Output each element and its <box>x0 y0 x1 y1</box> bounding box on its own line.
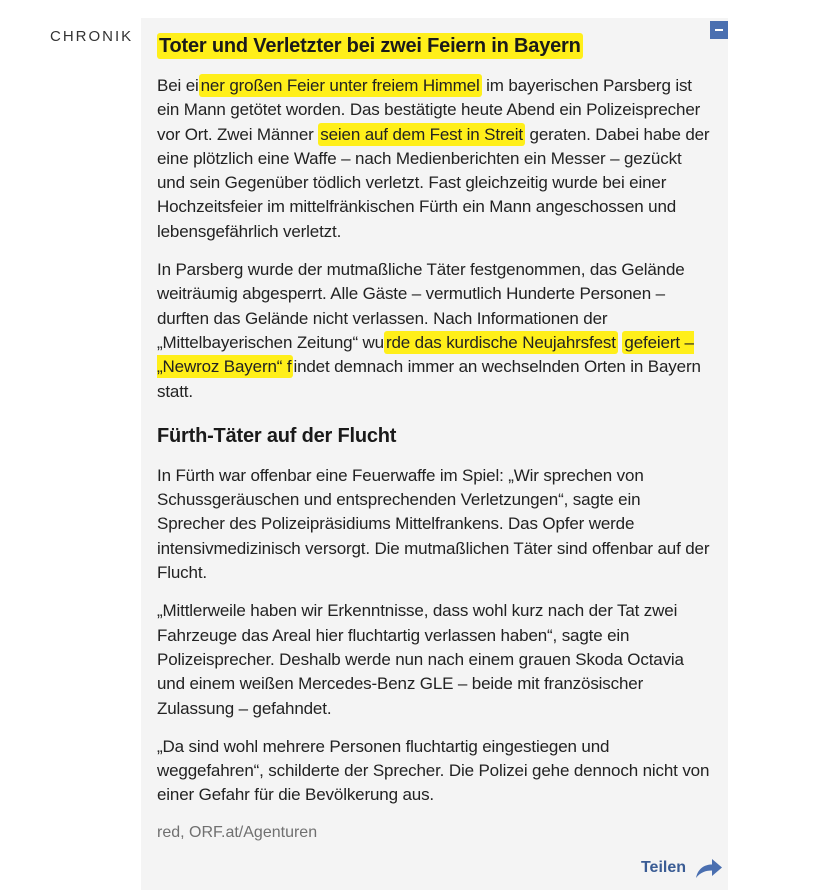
paragraph-1 <box>157 74 712 244</box>
share-label: Teilen <box>640 859 686 876</box>
p1-text-a: Bei ei <box>157 76 199 95</box>
share-arrow-icon <box>694 856 724 880</box>
p2-text-c: indet demnach immer an wechselnden Orten in Bayern statt. <box>157 357 701 401</box>
p1-highlight-2: seien auf dem Fest in Streit <box>320 124 523 144</box>
paragraph-5: „Da sind wohl mehrere Personen fluchtartig eingestiegen und weggefahren“, schilderte der Sprecher. Die Polizei gehe dennoch nicht von einer Gefahr für die Bevölkerung aus. <box>157 736 710 805</box>
article-title <box>157 32 712 60</box>
p1-highlight-1: ner großen Feier unter freiem Himmel <box>200 76 480 95</box>
collapse-button[interactable] <box>710 21 728 39</box>
paragraph-3: In Fürth war offenbar eine Feuerwaffe im Spiel: „Wir sprechen von Schussgeräuschen und entsprechenden Verletzungen“, sagte ein Sprecher des Polizeipräsidiums Mittelfrankens. Das Opfer werde intensivmedizinisch versorgt. Die mutmaßlichen Täter sind offenbar auf der Flucht. <box>157 465 710 583</box>
p1-text-b: im bayerischen Parsberg ist ein Mann getötet worden. Das bestätigte heute Abend ein Polizeisprecher vor Ort. Zwei Männer <box>157 76 701 144</box>
category-label: CHRONIK <box>50 28 134 45</box>
share-button[interactable] <box>641 856 724 880</box>
p2-text-a: In Parsberg wurde der mutmaßliche Täter festgenommen, das Gelände weiträumig abgesperrt. Alle Gäste – vermutlich Hunderte Personen – durften das Gelände nicht verlassen. Nach Informationen der „Mittelbayerischen Zeitung“ wu <box>157 260 685 352</box>
source-credit: red, ORF.at/Agenturen <box>157 823 318 841</box>
paragraph-4: „Mittlerweile haben wir Erkenntnisse, dass wohl kurz nach der Tat zwei Fahrzeuge das Areal hier fluchtartig verlassen haben“, sagte ein Polizeisprecher. Deshalb werde nun nach einem grauen Skoda Octavia und einem weißen Mercedes-Benz GLE – beide mit französischer Zulassung – gefahndet. <box>157 601 684 718</box>
section-heading: Fürth-Täter auf der Flucht <box>157 424 397 447</box>
p2-highlight-2: gefeiert – „Newroz Bayern“ f <box>157 332 694 377</box>
article-card <box>141 18 728 890</box>
minus-icon <box>715 29 723 31</box>
p1-text-c: geraten. Dabei habe der eine plötzlich eine Waffe – nach Medienberichten ein Messer – gezückt und sein Gegenüber tödlich verletzt. Fast gleichzeitig wurde bei einer Hochzeitsfeier im mittelfränkischen Fürth ein Mann angeschossen und lebensgefährlich verletzt. <box>157 124 710 241</box>
p2-highlight-1: rde das kurdische Neujahrsfest <box>385 332 616 352</box>
title-highlight: Toter und Verletzter bei zwei Feiern in Bayern <box>159 35 581 57</box>
paragraph-2 <box>157 258 712 404</box>
